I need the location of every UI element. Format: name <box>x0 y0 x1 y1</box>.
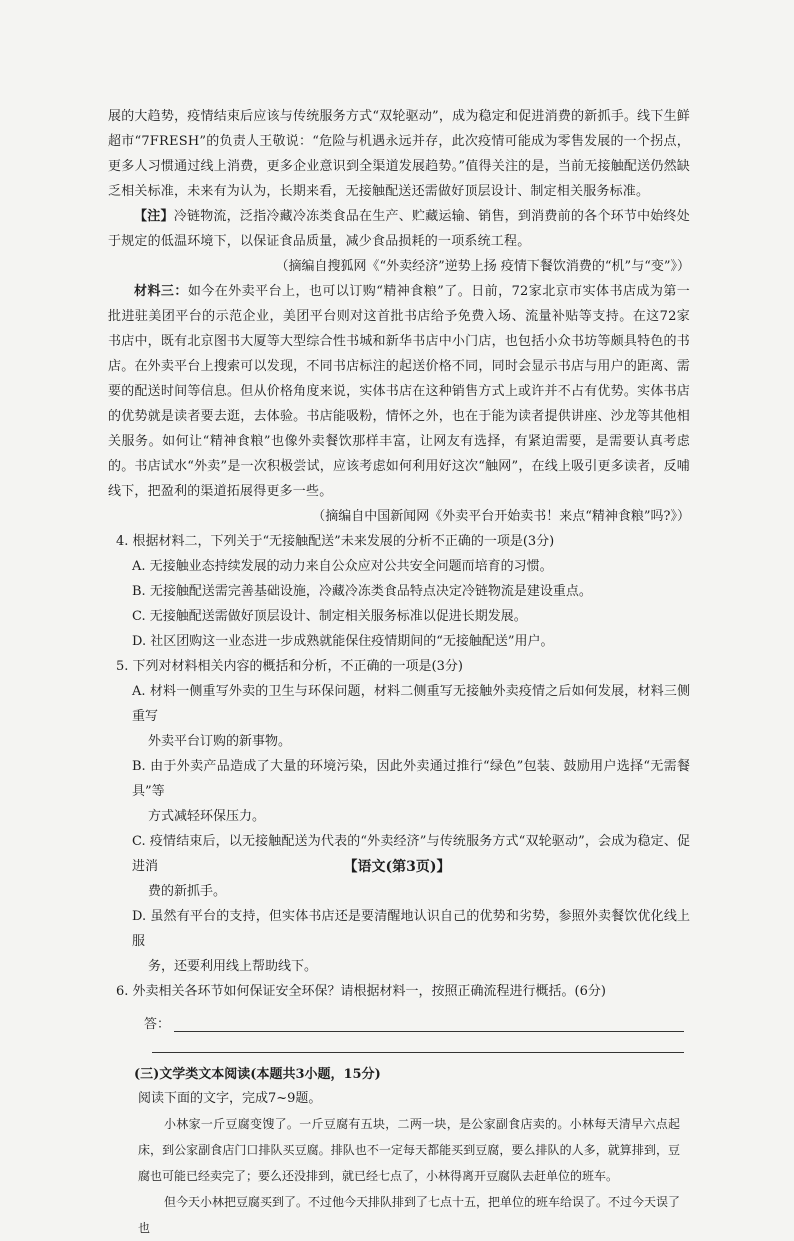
material3-text: 如今在外卖平台上，也可以订购“精神食粮”了。日前，72家北京市实体书店成为第一批进驻美团平台的示范企业，美团平台则对这首批书店给予免费入场、流量补贴等支持。在这72家书店中，既有北京图书大厦等大型综合性书城和新华书店中小门店，也包括小众书坊等颇具特色的书店。在外卖平台上搜索可以发现，不同书店标注的起送价格不同，同时会显示书店与用户的距离、需要的配送时间等信息。但从价格角度来说，实体书店在这种销售方式上或许并不占有优势。实体书店的优势就是读者要去逛，去体验。书店能吸粉，情怀之外，也在于能为读者提供讲座、沙龙等其他相关服务。如何让“精神食粮”也像外卖餐饮那样丰富，让网友有选择，有紧迫需要，是需要认真考虑的。书店试水“外卖”是一次积极尝试，应该考虑如何利用好这次“触网”，在线上吸引更多读者，反哺线下，把盈利的渠道拓展得更多一些。 <box>108 284 690 499</box>
question-4-option-a[interactable]: A. 无接触业态持续发展的动力来自公众应对公共安全问题而培育的习惯。 <box>132 559 553 574</box>
question-4-option-b[interactable]: B. 无接触配送需完善基础设施，冷藏冷冻类食品特点决定冷链物流是建设重点。 <box>132 584 592 599</box>
material3 <box>108 279 690 504</box>
material2-source: （摘编自搜狐网《“外卖经济”逆势上扬 疫情下餐饮消费的“机”与“变”》） <box>275 259 690 274</box>
note-text: 冷链物流，泛指冷藏冷冻类食品在生产、贮藏运输、销售，到消费前的各个环节中始终处于规定的低温环境下，以保证食品质量，减少食品损耗的一项系统工程。 <box>108 209 690 249</box>
note-tag: 【注】 <box>134 209 174 224</box>
question-5 <box>108 654 690 979</box>
question-4-stem: 4. 根据材料二，下列关于“无接触配送”未来发展的分析不正确的一项是(3分) <box>116 534 555 549</box>
material3-source: （摘编自中国新闻网《外卖平台开始卖书！来点“精神食粮”吗?》） <box>312 509 690 524</box>
question-5-option-b-cont: 方式减轻环保压力。 <box>148 809 266 824</box>
page-footer: 【语文(第3页)】 <box>343 859 451 875</box>
question-5-option-b[interactable]: B. 由于外卖产品造成了大量的环境污染，因此外卖通过推行“绿色”包装、鼓励用户选择“无需餐具”等 <box>132 759 690 799</box>
story-paragraph-1: 小林家一斤豆腐变馊了。一斤豆腐有五块，二两一块，是公家副食店卖的。小林每天清早六点起床，到公家副食店门口排队买豆腐。排队也不一定每天都能买到豆腐，要么排队的人多，就算排到，豆腐也可能已经卖完了；要么还没排到，就已经七点了，小林得离开豆腐队去赶单位的班车。 <box>138 1117 680 1183</box>
question-5-option-a[interactable]: A. 材料一侧重写外卖的卫生与环保问题，材料二侧重写无接触外卖疫情之后如何发展，材料三侧重写 <box>132 684 690 724</box>
question-5-option-d[interactable]: D. 虽然有平台的支持，但实体书店还是要清醒地认识自己的优势和劣势，参照外卖餐饮优化线上服 <box>132 909 690 949</box>
question-5-option-c-cont: 费的新抓手。 <box>148 884 227 899</box>
question-5-option-d-cont: 务，还要利用线上帮助线下。 <box>148 959 318 974</box>
question-5-option-a-cont: 外卖平台订购的新事物。 <box>148 734 292 749</box>
section-instruction: 阅读下面的文字，完成7~9题。 <box>138 1091 322 1106</box>
note <box>108 204 690 254</box>
question-5-stem: 5. 下列对材料相关内容的概括和分析，不正确的一项是(3分) <box>116 659 463 674</box>
question-6 <box>108 979 690 1053</box>
section-literary-reading <box>108 1063 690 1241</box>
question-4-option-d[interactable]: D. 社区团购这一业态进一步成熟就能保住疫情期间的“无接触配送”用户。 <box>132 634 554 649</box>
answer-row <box>144 1004 690 1032</box>
question-4 <box>108 529 690 654</box>
question-4-option-c[interactable]: C. 无接触配送需做好顶层设计、制定相关服务标准以促进长期发展。 <box>132 609 527 624</box>
answer-line-1[interactable] <box>174 1013 684 1032</box>
question-6-stem: 6. 外卖相关各环节如何保证安全环保？请根据材料一，按照正确流程进行概括。(6分) <box>116 984 606 999</box>
story-paragraph-2: 但今天小林把豆腐买到了。不过他今天排队排到了七点十五，把单位的班车给误了。不过今天误了也 <box>138 1195 681 1235</box>
answer-label: 答： <box>144 1017 171 1032</box>
question-5-option-c[interactable]: C. 疫情结束后，以无接触配送为代表的“外卖经济”与传统服务方式“双轮驱动”，会成为稳定、促进消 <box>132 834 690 874</box>
section-heading: (三)文学类文本阅读(本题共3小题，15分) <box>134 1067 381 1082</box>
answer-line-2[interactable] <box>152 1038 684 1053</box>
material2-continuation: 展的大趋势，疫情结束后应该与传统服务方式“双轮驱动”，成为稳定和促进消费的新抓手。线下生鲜超市“7FRESH”的负责人王敬说：“危险与机遇永远并存，此次疫情可能成为零售发展的一个拐点，更多人习惯通过线上消费，更多企业意识到全渠道发展趋势。”值得关注的是，当前无接触配送仍然缺乏相关标准，未来有为认为，长期来看，无接触配送还需做好顶层设计、制定相关服务标准。 <box>108 109 690 199</box>
material3-tag: 材料三： <box>134 284 188 299</box>
